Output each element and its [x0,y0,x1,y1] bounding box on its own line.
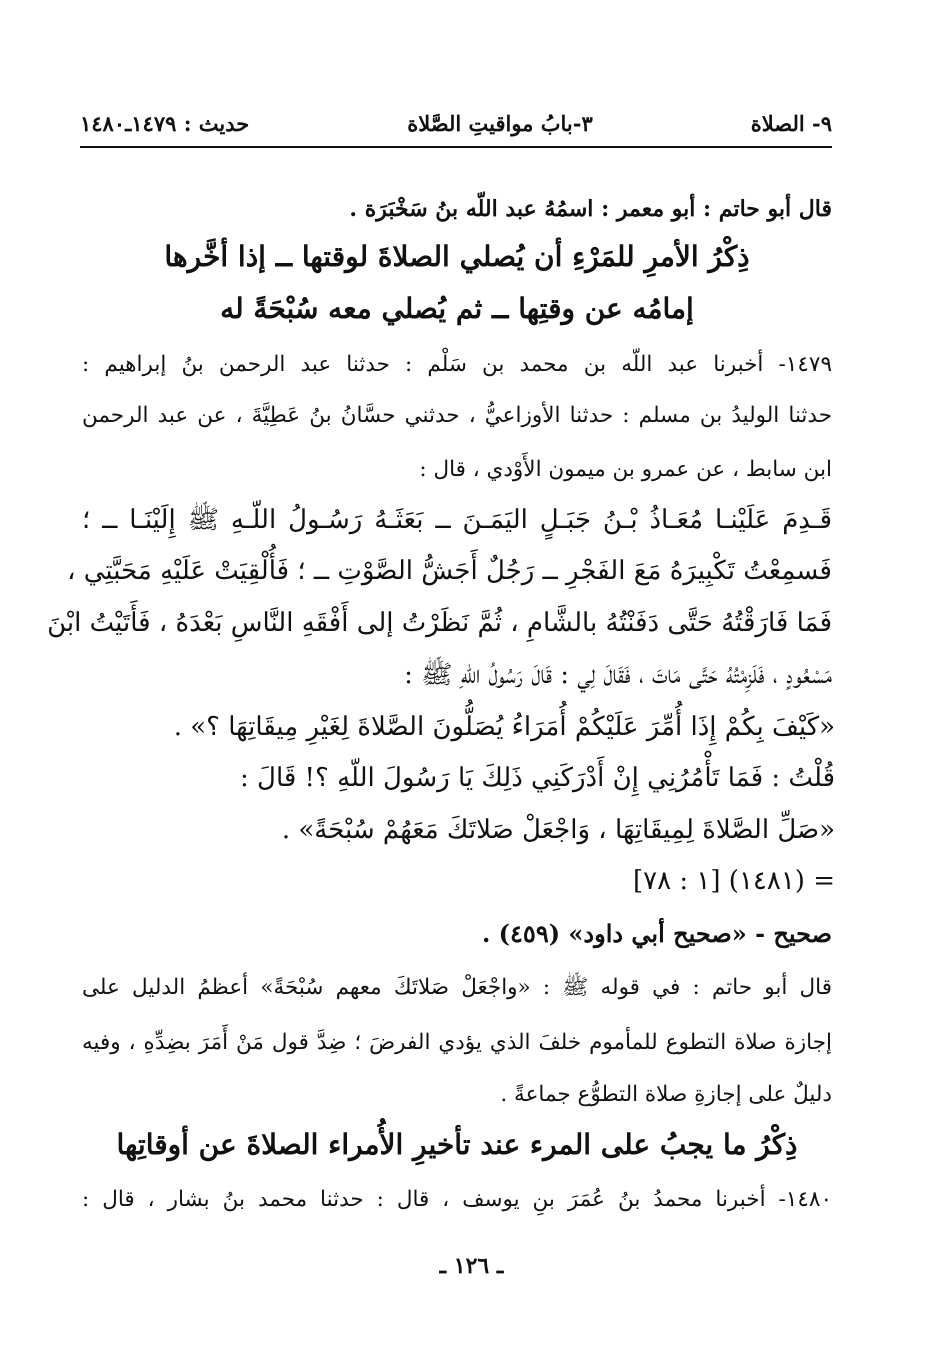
hadith-text-line: قَـدِمَ عَلَيْنـا مُعَـاذُ بْـنُ جَبَـلٍ اليَمَـنَ ــ بَعَثَـهُ رَسُـولُ اللّـهِ ﷺ إِلَيْنَـا ــ ؛ [82,505,832,535]
section-label: ٣-بابُ مواقيتِ الصَّلاة [407,110,593,136]
section-title: ذِكْرُ الأمرِ للمَرْءِ أن يُصلي الصلاةَ لوقتها ــ إذا أخَّرها [164,240,750,273]
hadith-range-label: حديث : ١٤٧٩ـ١٤٨٠ [80,110,250,136]
text-line: دليلٌ على إجازةِ صلاة التطوُّع جماعةً . [500,1082,832,1107]
text-line: ١٤٨٠- أخبرنا محمدُ بنُ عُمَرَ بنِ يوسف ، قال : حدثنا محمد بنُ بشار ، قال : [82,1187,832,1212]
cross-reference: = (١٤٨١) [١ : ٧٨] [633,866,835,896]
text-line: قال أبو حاتم : في قوله ﷺ : «واجْعَلْ صَلاتَكَ معهم سُبْحَةً» أعظمُ الدليل على [82,975,832,1000]
text-line: إجازة صلاة التطوع للمأموم خلفَ الذي يؤدي الفرضَ ؛ ضِدَّ قول مَنْ أَمَرَ بضِدِّهِ ، وفيه [82,1030,832,1055]
chapter-label: ٩- الصلاة [750,110,832,136]
hadith-text-line: فَمَا فَارَقْتُهُ حَتَّى دَفَنْتُهُ بالشَّامِ ، ثُمَّ نَظَرْتُ إلى أَفْقَهِ النَّاسِ بَعْدَهُ ، فَأَتَيْتُ ابْنَ [47,608,832,638]
text-line: ١٤٧٩- أخبرنا عبد اللّه بن محمد بن سَلْم : حدثنا عبد الرحمن بنُ إبراهيم : [82,352,832,377]
hadith-text-line: فَسمِعْتُ تَكْبِيرَهُ مَعَ الفَجْرِ ــ رَجُلٌ أَجَشُّ الصَّوْتِ ــ ؛ فَأُلْقِيَتْ عَلَيْهِ مَحَبَّتِي ، [67,556,832,586]
page-number: ـ ١٢٦ ـ [439,1253,504,1279]
hadith-text-line: «صَلِّ الصَّلاةَ لِمِيقَاتِهَا ، وَاجْعَلْ صَلاتَكَ مَعَهُمْ سُبْحَةً» . [281,815,835,845]
text-line: ابن سابط ، عن عمرو بن ميمون الأَوْدي ، قال : [419,457,832,482]
text-line: قال أبو حاتم : أبو معمر : اسمُهُ عبد اللّه بنُ سَخْبَرَة . [349,196,832,222]
hadith-text-line: «كَيْفَ بِكُمْ إِذَا أُمِّرَ عَلَيْكُمْ أُمَرَاءُ يُصَلُّونَ الصَّلاةَ لِغَيْرِ مِيقَاتِهَا ؟» . [173,712,835,742]
text-line: حدثنا الوليدُ بن مسلم : حدثنا الأوزاعيُّ ، حدثني حسَّانُ بنُ عَطِيَّةَ ، عن عبد الرحمن [82,403,832,428]
grading-line: صحيح - «صحيح أبي داود» (٤٥٩) . [481,919,832,948]
running-header [80,103,832,143]
section-title: إمامُه عن وقتِها ــ ثم يُصلي معه سُبْحَةً له [220,292,694,325]
hadith-text-line: قُلْتُ : فَمَا تَأْمُرُنِي إِنْ أَدْرَكَنِي ذَلِكَ يَا رَسُولَ اللّهِ ؟! قَالَ : [240,763,835,793]
header-rule [80,146,832,148]
hadith-text-line: مَسْعُودٍ ، فَلَزِمْتُهُ حَتَّى مَاتَ ، فَقَالَ لِي : قَالَ رَسُولُ اللّهِ ﷺ : [404,660,832,690]
section-title: ذِكْرُ ما يجبُ على المرء عند تأخيرِ الأُمراء الصلاةَ عن أوقاتِها [116,1128,798,1161]
